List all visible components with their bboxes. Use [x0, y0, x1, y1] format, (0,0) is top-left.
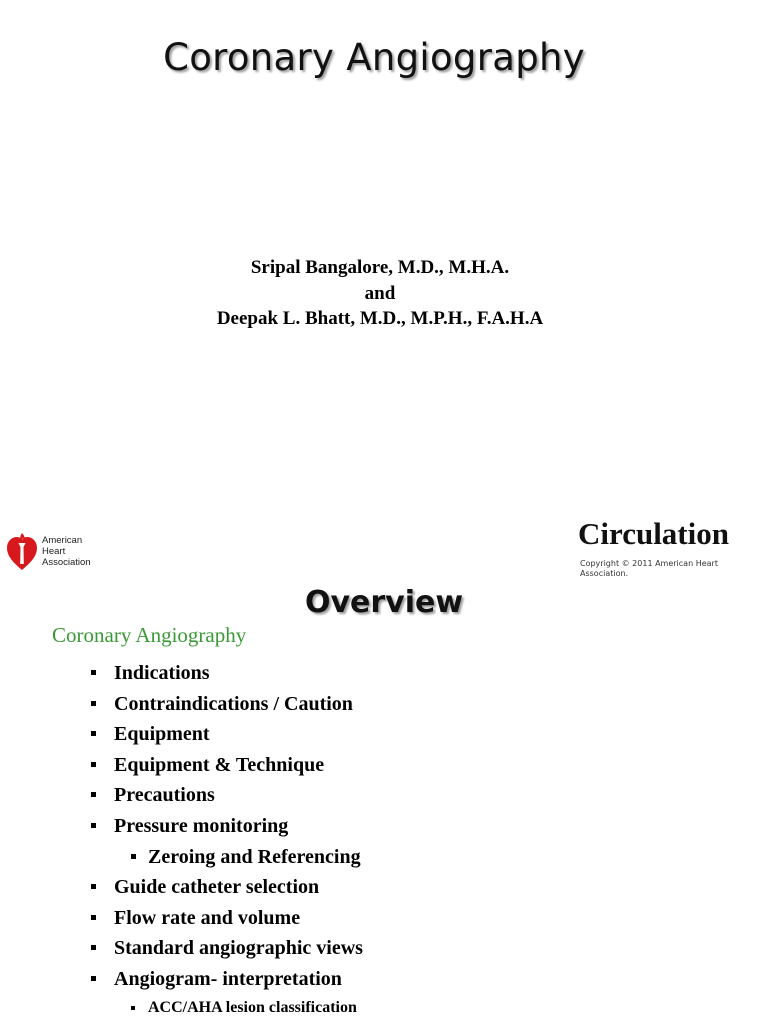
bullet-icon	[131, 854, 136, 859]
list-item-label: Standard angiographic views	[114, 937, 363, 960]
bullet-icon	[91, 762, 96, 767]
list-item	[0, 935, 363, 966]
list-item-label: Zeroing and Referencing	[148, 845, 361, 868]
bullet-icon	[91, 976, 96, 981]
bullet-icon	[91, 731, 96, 736]
list-subitem	[0, 997, 363, 1019]
slide-title: Overview	[304, 585, 464, 620]
bullet-icon	[91, 701, 96, 706]
list-item-label: Precautions	[114, 784, 215, 807]
list-item	[0, 752, 363, 783]
author-1: Sripal Bangalore, M.D., M.H.A.	[250, 257, 510, 278]
journal-name: Circulation	[578, 516, 729, 551]
bullet-icon	[91, 823, 96, 828]
author-2: Deepak L. Bhatt, M.D., M.P.H., F.A.H.A	[216, 308, 544, 329]
list-item-label: ACC/AHA lesion classification	[148, 998, 357, 1016]
list-item-label: Equipment & Technique	[114, 753, 325, 776]
aha-wordmark-line-2: Heart	[42, 546, 66, 557]
list-item	[0, 966, 363, 997]
list-item-label: Pressure monitoring	[114, 814, 289, 837]
aha-wordmark-line-3: Association	[42, 557, 91, 568]
list-item	[0, 721, 363, 752]
list-item-label: Equipment	[114, 723, 210, 746]
list-item	[0, 782, 363, 813]
section-subtitle: Coronary Angiography	[52, 623, 247, 647]
author-connector: and	[364, 282, 396, 304]
list-item	[0, 691, 363, 722]
list-item	[0, 660, 363, 691]
aha-wordmark	[42, 535, 91, 568]
bullet-icon	[91, 884, 96, 889]
list-item	[0, 905, 363, 936]
bullet-icon	[91, 945, 96, 950]
bullet-icon	[131, 1006, 135, 1010]
bullet-icon	[91, 792, 96, 797]
list-item-label: Flow rate and volume	[114, 906, 301, 929]
overview-list	[0, 660, 363, 1019]
list-item	[0, 813, 363, 844]
slide-title: Coronary Angiography	[163, 36, 585, 79]
bullet-icon	[91, 670, 96, 675]
heart-torch-icon	[5, 530, 39, 572]
aha-logo	[5, 530, 115, 572]
bullet-icon	[91, 915, 96, 920]
authors-block	[0, 255, 760, 332]
list-item	[0, 874, 363, 905]
list-item-label: Guide catheter selection	[114, 876, 320, 899]
list-subitem	[0, 844, 363, 875]
list-item-label: Angiogram- interpretation	[114, 967, 342, 990]
list-item-label: Indications	[114, 662, 210, 684]
aha-wordmark-line-1: American	[42, 535, 83, 546]
copyright-notice: Copyright © 2011 American Heart Association.	[580, 559, 718, 578]
overview-slide	[0, 585, 768, 1024]
list-item-label: Contraindications / Caution	[114, 692, 353, 715]
